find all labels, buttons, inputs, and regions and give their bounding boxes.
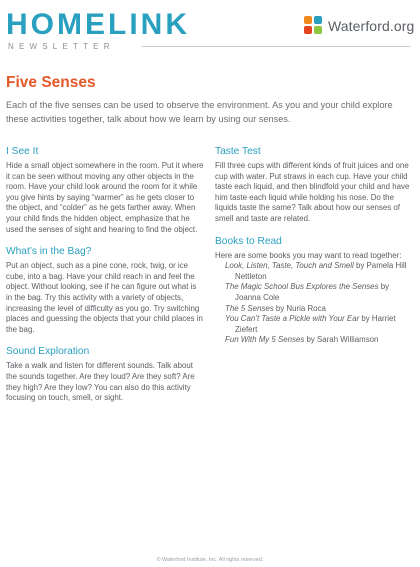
section-sound-exploration bbox=[6, 345, 204, 403]
book-author: by Pamela Hill Nettleton bbox=[235, 261, 407, 281]
section-text: Put an object, such as a pine cone, rock, twig, or ice cube, into a bag. Have your child reach in and feel the object. Without looking, see if he can figure out what is in the bag. Try this activity with a variety of objects, increasing the level of difficulty as you go. Try switching places and guessing the objects that your child places in the bag. bbox=[6, 261, 203, 334]
waterford-logo[interactable] bbox=[304, 16, 414, 35]
book-title: Fun With My 5 Senses bbox=[225, 335, 305, 345]
logo-text: Waterford.org bbox=[328, 17, 415, 34]
newsletter-title: HOMELINK bbox=[6, 8, 190, 41]
section-heading: Taste Test bbox=[215, 146, 261, 157]
section-text: Hide a small object somewhere in the room. Put it where it can be seen without moving any other objects in the room. Have your child look around the room for it while you give hints by saying “warmer” as he gets closer to the object, and “colder” as he gets farther away. When your child finds the hidden object, emphasize that he used the senses of sight and hearing to find the object. bbox=[6, 161, 204, 234]
book-list bbox=[215, 261, 415, 346]
books-intro: Here are some books you may want to read together: bbox=[215, 250, 402, 260]
book-item bbox=[225, 282, 415, 303]
section-books-to-read bbox=[215, 235, 415, 346]
section-taste-test bbox=[215, 145, 415, 225]
book-title: You Can’t Taste a Pickle with Your Ear bbox=[225, 314, 360, 324]
newsletter-subtitle: NEWSLETTER bbox=[8, 42, 115, 51]
section-heading: Books to Read bbox=[215, 235, 282, 247]
book-author: by Nuria Roca bbox=[273, 303, 326, 313]
section-heading: I See It bbox=[6, 146, 39, 157]
book-item bbox=[225, 314, 415, 335]
section-whats-in-the-bag bbox=[6, 245, 204, 335]
left-column bbox=[6, 145, 204, 414]
section-heading: What’s in the Bag? bbox=[6, 246, 92, 258]
book-item bbox=[225, 335, 415, 346]
intro-paragraph: Each of the five senses can be used to observe the environment. As you and your child explore these activities together, talk about how we learn by using our senses. bbox=[6, 100, 393, 124]
section-heading: Sound Exploration bbox=[6, 346, 90, 358]
book-item bbox=[225, 261, 415, 282]
section-text: Fill three cups with different kinds of fruit juices and one cup with water. Put straws in each cup. Have your child taste each liquid, and then blindfold your child and have him taste each liquid while holding his nose. Do the liquids taste the same? Talk about how our senses of smell and taste are related. bbox=[215, 161, 410, 223]
section-text: Take a walk and listen for different sounds. Talk about the sounds together. Are they loud? Are they soft? Are they high? Are they low? You can also do this activity focusing on touch, smell, or sight. bbox=[6, 361, 195, 403]
right-column bbox=[215, 145, 415, 356]
header-divider bbox=[142, 46, 410, 47]
page-title: Five Senses bbox=[6, 74, 96, 91]
waterford-pinwheel-icon bbox=[304, 16, 323, 35]
book-title: The Magic School Bus Explores the Senses bbox=[225, 282, 379, 292]
book-author: by Sarah Williamson bbox=[304, 335, 379, 345]
section-i-see-it bbox=[6, 145, 204, 235]
book-title: The 5 Senses bbox=[225, 303, 274, 313]
book-item bbox=[225, 304, 415, 315]
book-author: by Joanna Cole bbox=[235, 282, 390, 302]
book-title: Look, Listen, Taste, Touch and Smell bbox=[225, 261, 354, 271]
copyright-footer: © Waterford Institute, Inc. All rights reserved. bbox=[156, 557, 264, 563]
book-author: by Harriet Ziefert bbox=[235, 314, 396, 334]
